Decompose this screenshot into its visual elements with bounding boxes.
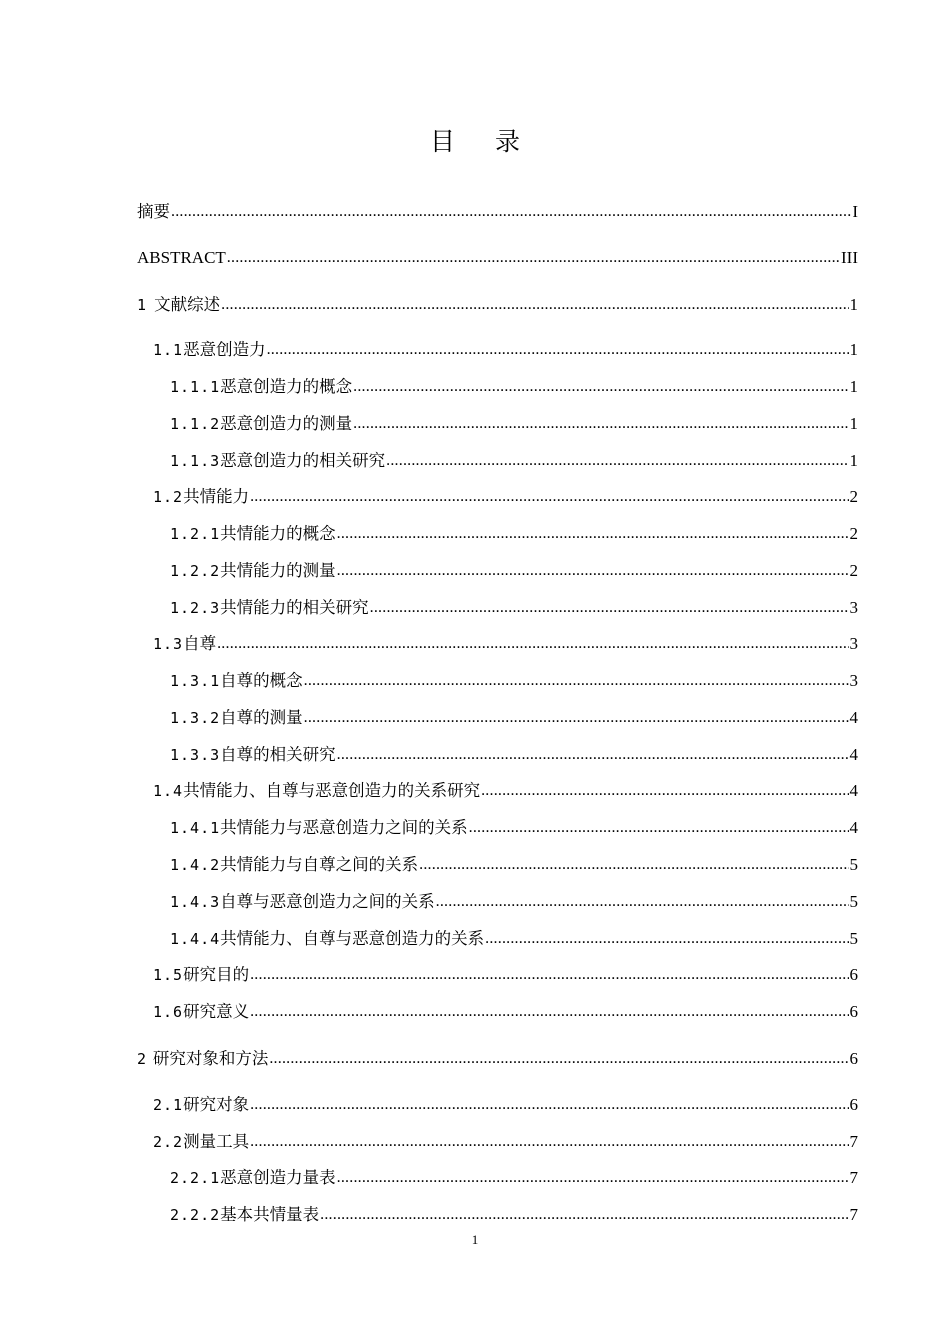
toc-section-number: 1.3.1 xyxy=(170,672,221,690)
toc-entry-1-4-2[interactable] xyxy=(170,853,858,877)
toc-entry-1[interactable] xyxy=(137,293,858,317)
toc-leader-dots xyxy=(304,706,849,730)
toc-entry-1-3[interactable] xyxy=(153,632,858,656)
toc-page-number: 1 xyxy=(849,295,858,314)
toc-entry-title: 恶意创造力的测量 xyxy=(220,414,353,433)
toc-leader-dots xyxy=(250,1093,848,1117)
toc-entry-title: ABSTRACT xyxy=(137,248,226,267)
toc-entry-title: 研究对象 xyxy=(183,1095,250,1114)
toc-leader-dots xyxy=(337,1166,849,1190)
toc-page-number: 1 xyxy=(849,414,858,433)
toc-entry-1-4[interactable] xyxy=(153,779,858,803)
toc-section-number: 1.1.3 xyxy=(170,452,221,470)
toc-leader-dots xyxy=(217,632,848,656)
toc-section-number: 1.2.3 xyxy=(170,599,221,617)
toc-entry-title: 研究对象和方法 xyxy=(152,1049,269,1068)
toc-entry-title: 摘要 xyxy=(137,202,170,221)
toc-entry-1-2-2[interactable] xyxy=(170,559,858,583)
toc-section-number: 1.1 xyxy=(153,341,184,359)
toc-page-number: III xyxy=(841,248,858,267)
toc-entry-2-2-2[interactable] xyxy=(170,1203,858,1227)
toc-leader-dots xyxy=(337,522,849,546)
toc-section-number: 1.4.3 xyxy=(170,893,221,911)
toc-entry-1-1[interactable] xyxy=(153,338,858,362)
toc-page-number: 2 xyxy=(849,561,858,580)
toc-leader-dots xyxy=(481,779,848,803)
toc-entry-title: 恶意创造力量表 xyxy=(220,1168,336,1187)
toc-leader-dots xyxy=(250,485,848,509)
toc-page-number: 4 xyxy=(849,745,858,764)
toc-entry-title: 自尊与恶意创造力之间的关系 xyxy=(220,892,435,911)
toc-entry-1-4-3[interactable] xyxy=(170,890,858,914)
toc-leader-dots xyxy=(227,246,840,270)
toc-section-number: 1.4.1 xyxy=(170,819,221,837)
toc-entry-title: 恶意创造力的概念 xyxy=(220,377,353,396)
toc-leader-dots xyxy=(485,927,848,951)
toc-page-number: I xyxy=(852,202,858,221)
toc-entry-title: 共情能力与自尊之间的关系 xyxy=(220,855,419,874)
toc-entry-1-2-3[interactable] xyxy=(170,596,858,620)
toc-page-number: 1 xyxy=(849,340,858,359)
toc-entry-2-2[interactable] xyxy=(153,1130,858,1154)
toc-page-number: 7 xyxy=(849,1205,858,1224)
toc-entry-title: 测量工具 xyxy=(183,1132,250,1151)
toc-section-number: 1.3.3 xyxy=(170,746,221,764)
toc-leader-dots xyxy=(386,449,848,473)
toc-page-number: 5 xyxy=(849,929,858,948)
toc-entry-abstract-en[interactable] xyxy=(137,246,858,270)
toc-leader-dots xyxy=(436,890,849,914)
toc-page-number: 1 xyxy=(849,377,858,396)
toc-entry-title: 研究目的 xyxy=(183,965,250,984)
toc-entry-1-1-1[interactable] xyxy=(170,375,858,399)
toc-entry-title: 恶意创造力 xyxy=(183,340,266,359)
toc-page-number: 7 xyxy=(849,1168,858,1187)
toc-page-number: 5 xyxy=(849,855,858,874)
toc-page-number: 7 xyxy=(849,1132,858,1151)
toc-entry-title: 自尊 xyxy=(183,634,217,653)
toc-leader-dots xyxy=(337,743,849,767)
toc-section-number: 1.1.2 xyxy=(170,415,221,433)
toc-page-number: 6 xyxy=(849,1095,858,1114)
toc-page-number: 5 xyxy=(849,892,858,911)
toc-section-number: 1.5 xyxy=(153,966,184,984)
toc-leader-dots xyxy=(267,338,849,362)
toc-entry-1-6[interactable] xyxy=(153,1000,858,1024)
toc-page-number: 4 xyxy=(849,708,858,727)
toc-leader-dots xyxy=(337,559,849,583)
toc-entry-1-3-2[interactable] xyxy=(170,706,858,730)
toc-entry-title: 共情能力、自尊与恶意创造力的关系研究 xyxy=(183,781,481,800)
toc-section-number: 2.2.2 xyxy=(170,1206,221,1224)
toc-entry-1-2-1[interactable] xyxy=(170,522,858,546)
toc-section-number: 1.3 xyxy=(153,635,184,653)
toc-section-number: 2 xyxy=(137,1050,148,1068)
toc-page-number: 3 xyxy=(849,671,858,690)
toc-section-number: 1.2.2 xyxy=(170,562,221,580)
toc-leader-dots xyxy=(320,1203,848,1227)
toc-leader-dots xyxy=(419,853,848,877)
toc-page-number: 6 xyxy=(849,965,858,984)
toc-leader-dots xyxy=(304,669,849,693)
toc-entry-1-3-3[interactable] xyxy=(170,743,858,767)
toc-section-number: 1.1.1 xyxy=(170,378,221,396)
toc-entry-title: 共情能力的测量 xyxy=(220,561,336,580)
toc-entry-1-3-1[interactable] xyxy=(170,669,858,693)
toc-entry-1-4-1[interactable] xyxy=(170,816,858,840)
toc-entry-title: 研究意义 xyxy=(183,1002,250,1021)
toc-entry-1-1-3[interactable] xyxy=(170,449,858,473)
toc-leader-dots xyxy=(370,596,849,620)
toc-page-number: 3 xyxy=(849,598,858,617)
toc-entry-title: 共情能力、自尊与恶意创造力的关系 xyxy=(220,929,485,948)
toc-leader-dots xyxy=(353,412,848,436)
toc-page-number: 4 xyxy=(849,818,858,837)
toc-leader-dots xyxy=(171,200,851,224)
toc-section-number: 2.1 xyxy=(153,1096,184,1114)
toc-entry-title: 恶意创造力的相关研究 xyxy=(220,451,386,470)
toc-page-number: 1 xyxy=(849,451,858,470)
toc-entry-2[interactable] xyxy=(137,1047,858,1071)
toc-entry-2-2-1[interactable] xyxy=(170,1166,858,1190)
footer-page-number: 1 xyxy=(471,1232,479,1247)
toc-section-number: 2.2 xyxy=(153,1133,184,1151)
toc-entry-title: 共情能力的相关研究 xyxy=(220,598,369,617)
toc-entry-1-5[interactable] xyxy=(153,963,858,987)
toc-section-number: 1.6 xyxy=(153,1003,184,1021)
toc-leader-dots xyxy=(269,1047,848,1071)
toc-entry-2-1[interactable] xyxy=(153,1093,858,1117)
toc-entry-1-2[interactable] xyxy=(153,485,858,509)
toc-leader-dots xyxy=(353,375,848,399)
toc-entry-title: 自尊的概念 xyxy=(220,671,303,690)
toc-leader-dots xyxy=(250,963,848,987)
toc-section-number: 1.4.4 xyxy=(170,930,221,948)
toc-page-number: 6 xyxy=(849,1049,858,1068)
toc-section-number: 2.2.1 xyxy=(170,1169,221,1187)
toc-section-number: 1.4.2 xyxy=(170,856,221,874)
toc-entry-title: 自尊的相关研究 xyxy=(220,745,336,764)
toc-page-number: 2 xyxy=(849,487,858,506)
toc-section-number: 1.2 xyxy=(153,488,184,506)
toc-entry-title: 基本共情量表 xyxy=(220,1205,320,1224)
toc-entry-title: 共情能力与恶意创造力之间的关系 xyxy=(220,818,468,837)
toc-leader-dots xyxy=(250,1000,848,1024)
toc-leader-dots xyxy=(469,816,849,840)
page-title: 目 录 xyxy=(430,127,536,156)
toc-section-number: 1.3.2 xyxy=(170,709,221,727)
toc-entry-title: 文献综述 xyxy=(154,295,221,314)
toc-entry-title: 共情能力 xyxy=(183,487,250,506)
toc-page-number: 2 xyxy=(849,524,858,543)
toc-entry-1-4-4[interactable] xyxy=(170,927,858,951)
toc-entry-1-1-2[interactable] xyxy=(170,412,858,436)
toc-section-number: 1.4 xyxy=(153,782,184,800)
toc-page-number: 3 xyxy=(849,634,858,653)
toc-leader-dots xyxy=(250,1130,848,1154)
toc-entry-title: 共情能力的概念 xyxy=(220,524,336,543)
toc-entry-title: 自尊的测量 xyxy=(220,708,303,727)
toc-page-number: 4 xyxy=(849,781,858,800)
toc-page-number: 6 xyxy=(849,1002,858,1021)
toc-section-number: 1.2.1 xyxy=(170,525,221,543)
toc-leader-dots xyxy=(221,293,848,317)
toc-entry-abstract-cn[interactable] xyxy=(137,200,858,224)
toc-section-number: 1 xyxy=(137,296,148,314)
